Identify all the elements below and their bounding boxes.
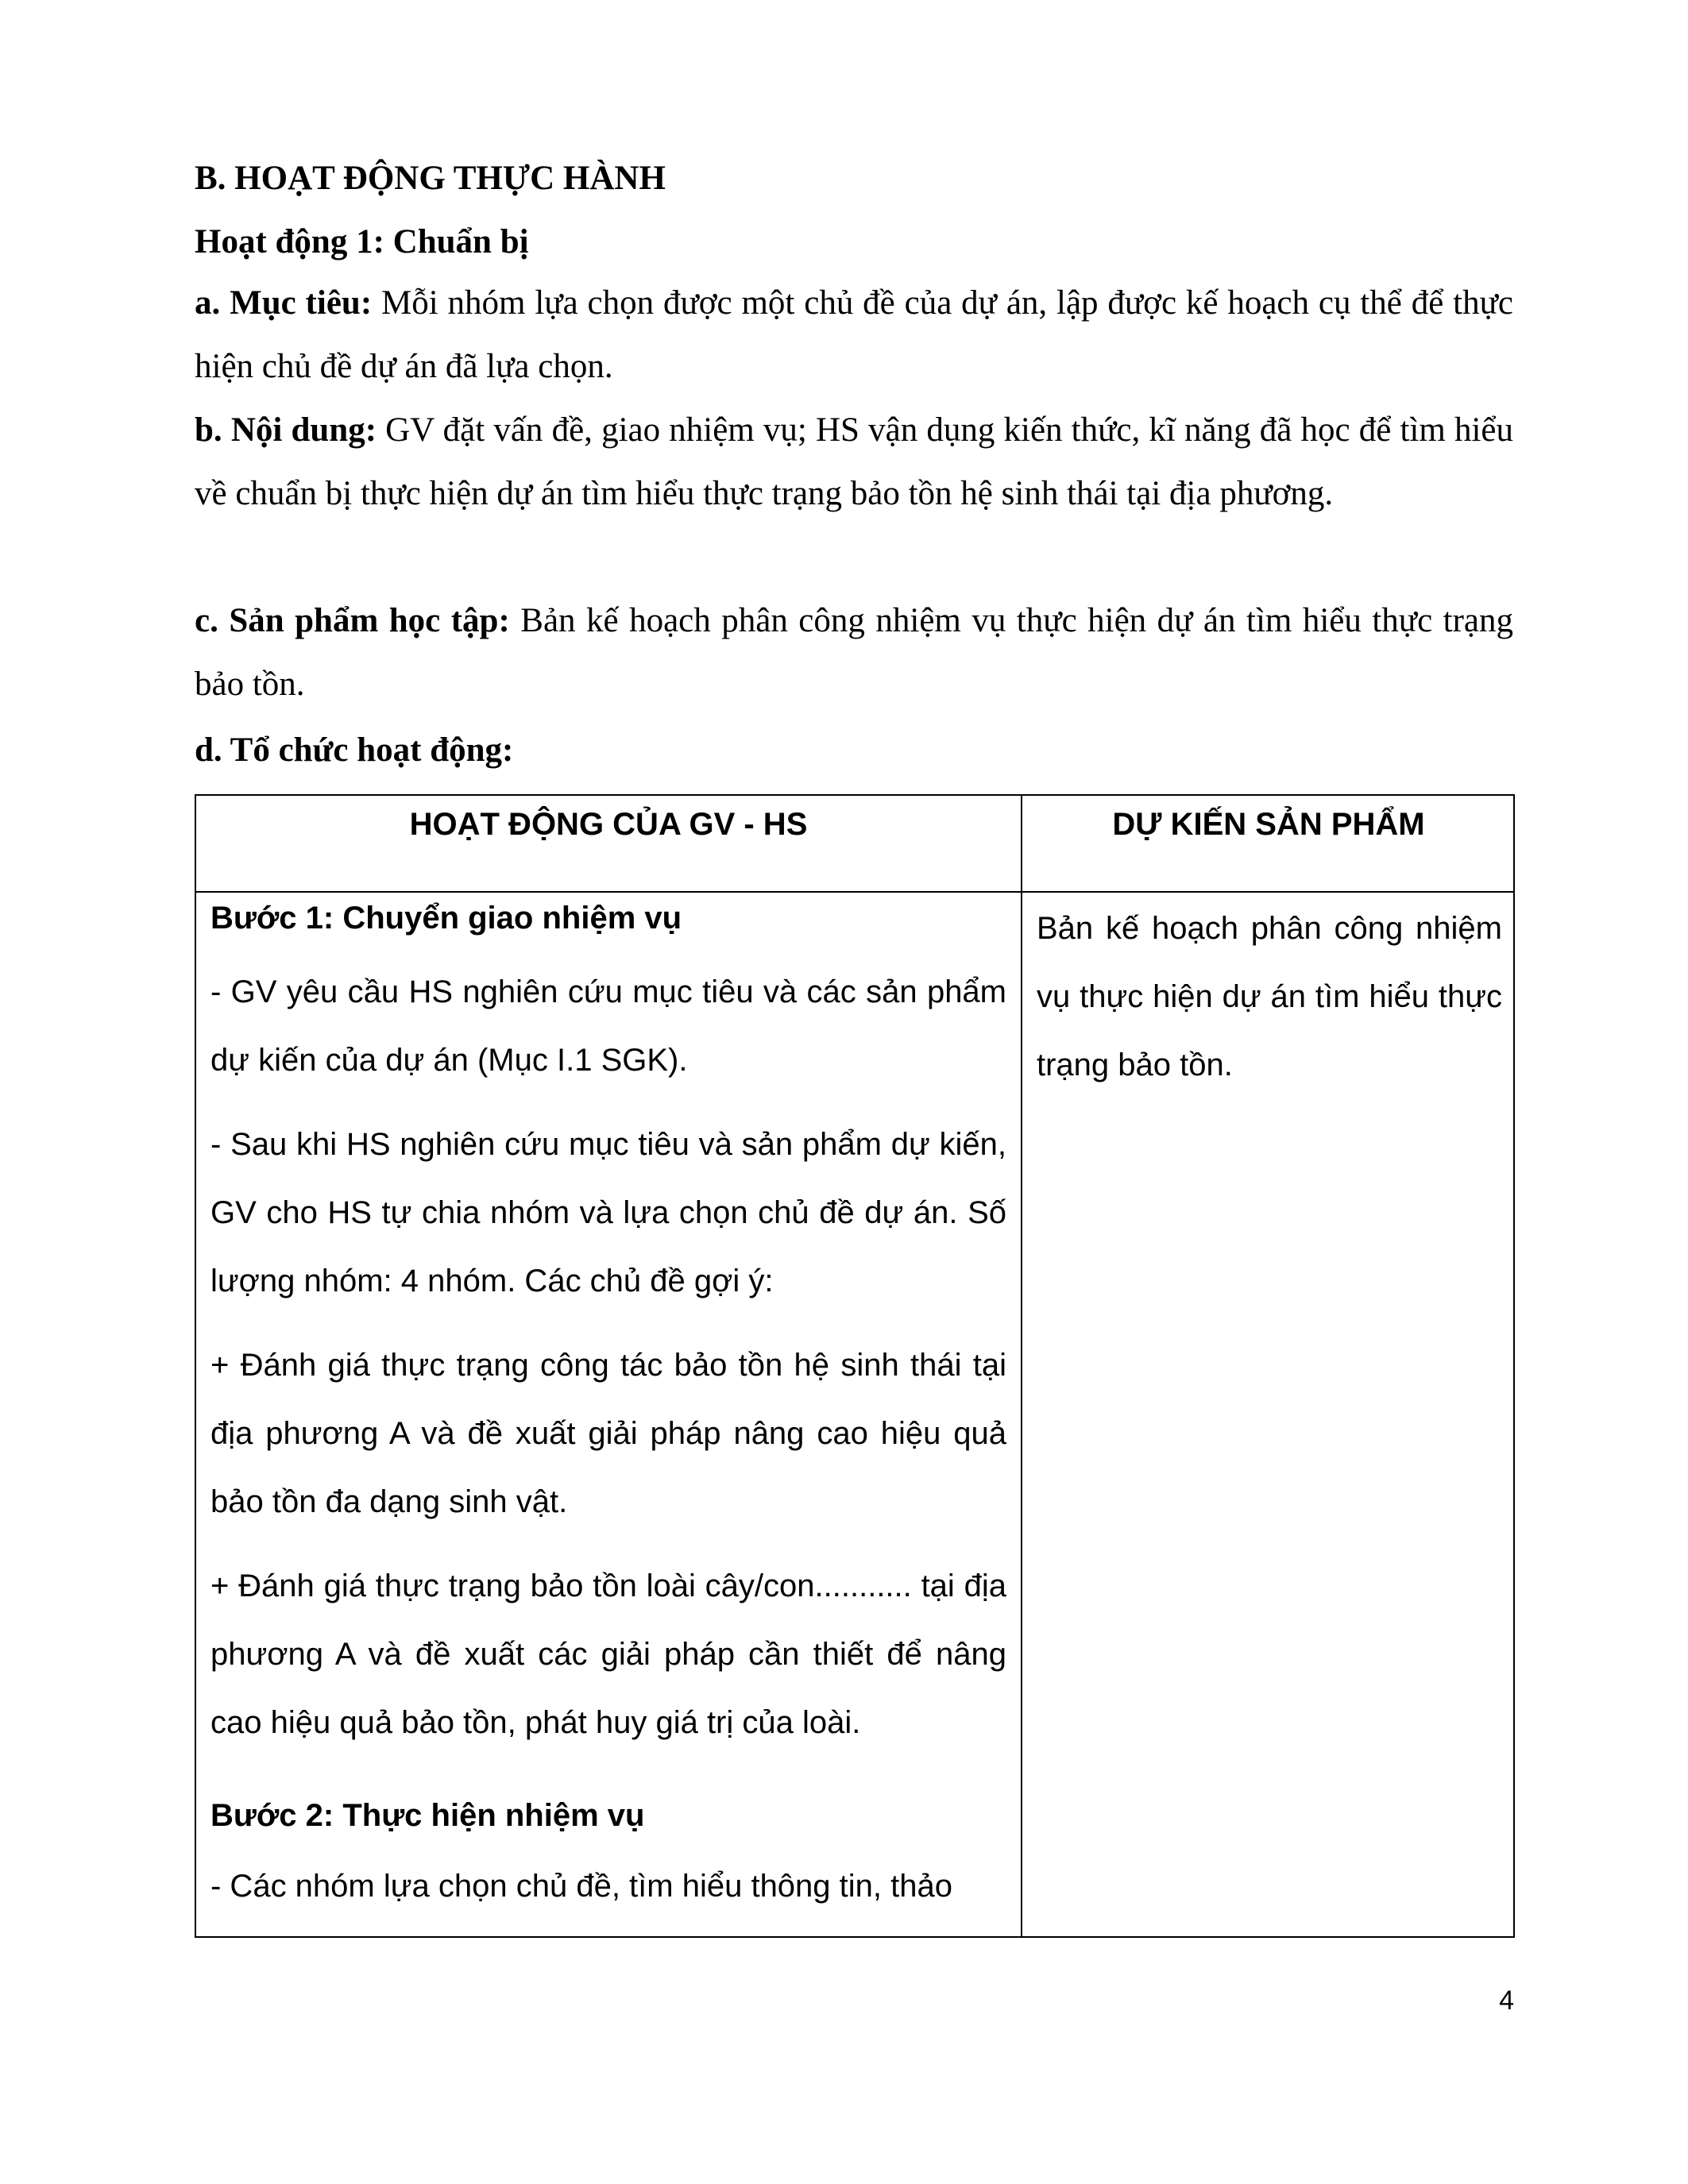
step2-paragraph-1: - Các nhóm lựa chọn chủ đề, tìm hiểu thông tin, thảo — [211, 1869, 952, 1904]
step1-paragraph-1: - GV yêu cầu HS nghiên cứu mục tiêu và các sản phẩm dự kiến của dự án (Mục I.1 SGK). — [211, 974, 1006, 1078]
san-pham-text: Bản kế hoạch phân công nhiệm vụ thực hiện dự án tìm hiểu thực trạng bảo tồn. — [195, 602, 1513, 703]
step1-title: Bước 1: Chuyển giao nhiệm vụ — [211, 901, 682, 936]
table-header-divider — [196, 891, 1513, 893]
muc-tieu-label: a. Mục tiêu: — [195, 284, 373, 322]
table-cell-expected-product: Bản kế hoạch phân công nhiệm vụ thực hiện dự án tìm hiểu thực trạng bảo tồn. — [1037, 911, 1502, 1082]
san-pham-paragraph — [195, 589, 1513, 716]
muc-tieu-paragraph — [195, 272, 1513, 399]
noi-dung-paragraph — [195, 399, 1513, 526]
page-number: 4 — [1499, 1985, 1514, 2016]
san-pham-label: c. Sản phẩm học tập: — [195, 602, 510, 639]
muc-tieu-text: Mỗi nhóm lựa chọn được một chủ đề của dự án, lập được kế hoạch cụ thể để thực hiện chủ đề dự án đã lựa chọn. — [195, 284, 1513, 385]
noi-dung-label: b. Nội dung: — [195, 411, 377, 449]
step1-paragraph-3: + Đánh giá thực trạng công tác bảo tồn hệ sinh thái tại địa phương A và đề xuất giải pháp nâng cao hiệu quả bảo tồn đa dạng sinh vật. — [211, 1348, 1006, 1519]
to-chuc-heading: d. Tổ chức hoạt động: — [195, 731, 514, 769]
step1-paragraph-2: - Sau khi HS nghiên cứu mục tiêu và sản phẩm dự kiến, GV cho HS tự chia nhóm và lựa chọn chủ đề dự án. Số lượng nhóm: 4 nhóm. Các chủ đề gợi ý: — [211, 1127, 1006, 1298]
activity-table — [195, 794, 1515, 1938]
table-column-divider — [1021, 796, 1022, 1936]
noi-dung-text: GV đặt vấn đề, giao nhiệm vụ; HS vận dụng kiến thức, kĩ năng đã học để tìm hiểu về chuẩn bị thực hiện dự án tìm hiểu thực trạng bảo tồn hệ sinh thái tại địa phương. — [195, 411, 1513, 512]
step1-paragraph-4: + Đánh giá thực trạng bảo tồn loài cây/con........... tại địa phương A và đề xuất các giải pháp cần thiết để nâng cao hiệu quả bảo tồn, phát huy giá trị của loài. — [211, 1569, 1006, 1740]
section-title: B. HOẠT ĐỘNG THỰC HÀNH — [195, 160, 666, 197]
table-header-expected-product: DỰ KIẾN SẢN PHẨM — [1112, 807, 1425, 842]
table-cell-activities — [211, 894, 1006, 1920]
table-header-activities: HOẠT ĐỘNG CỦA GV - HS — [409, 807, 808, 842]
step2-title: Bước 2: Thực hiện nhiệm vụ — [211, 1798, 645, 1833]
activity-title: Hoạt động 1: Chuẩn bị — [195, 223, 529, 260]
